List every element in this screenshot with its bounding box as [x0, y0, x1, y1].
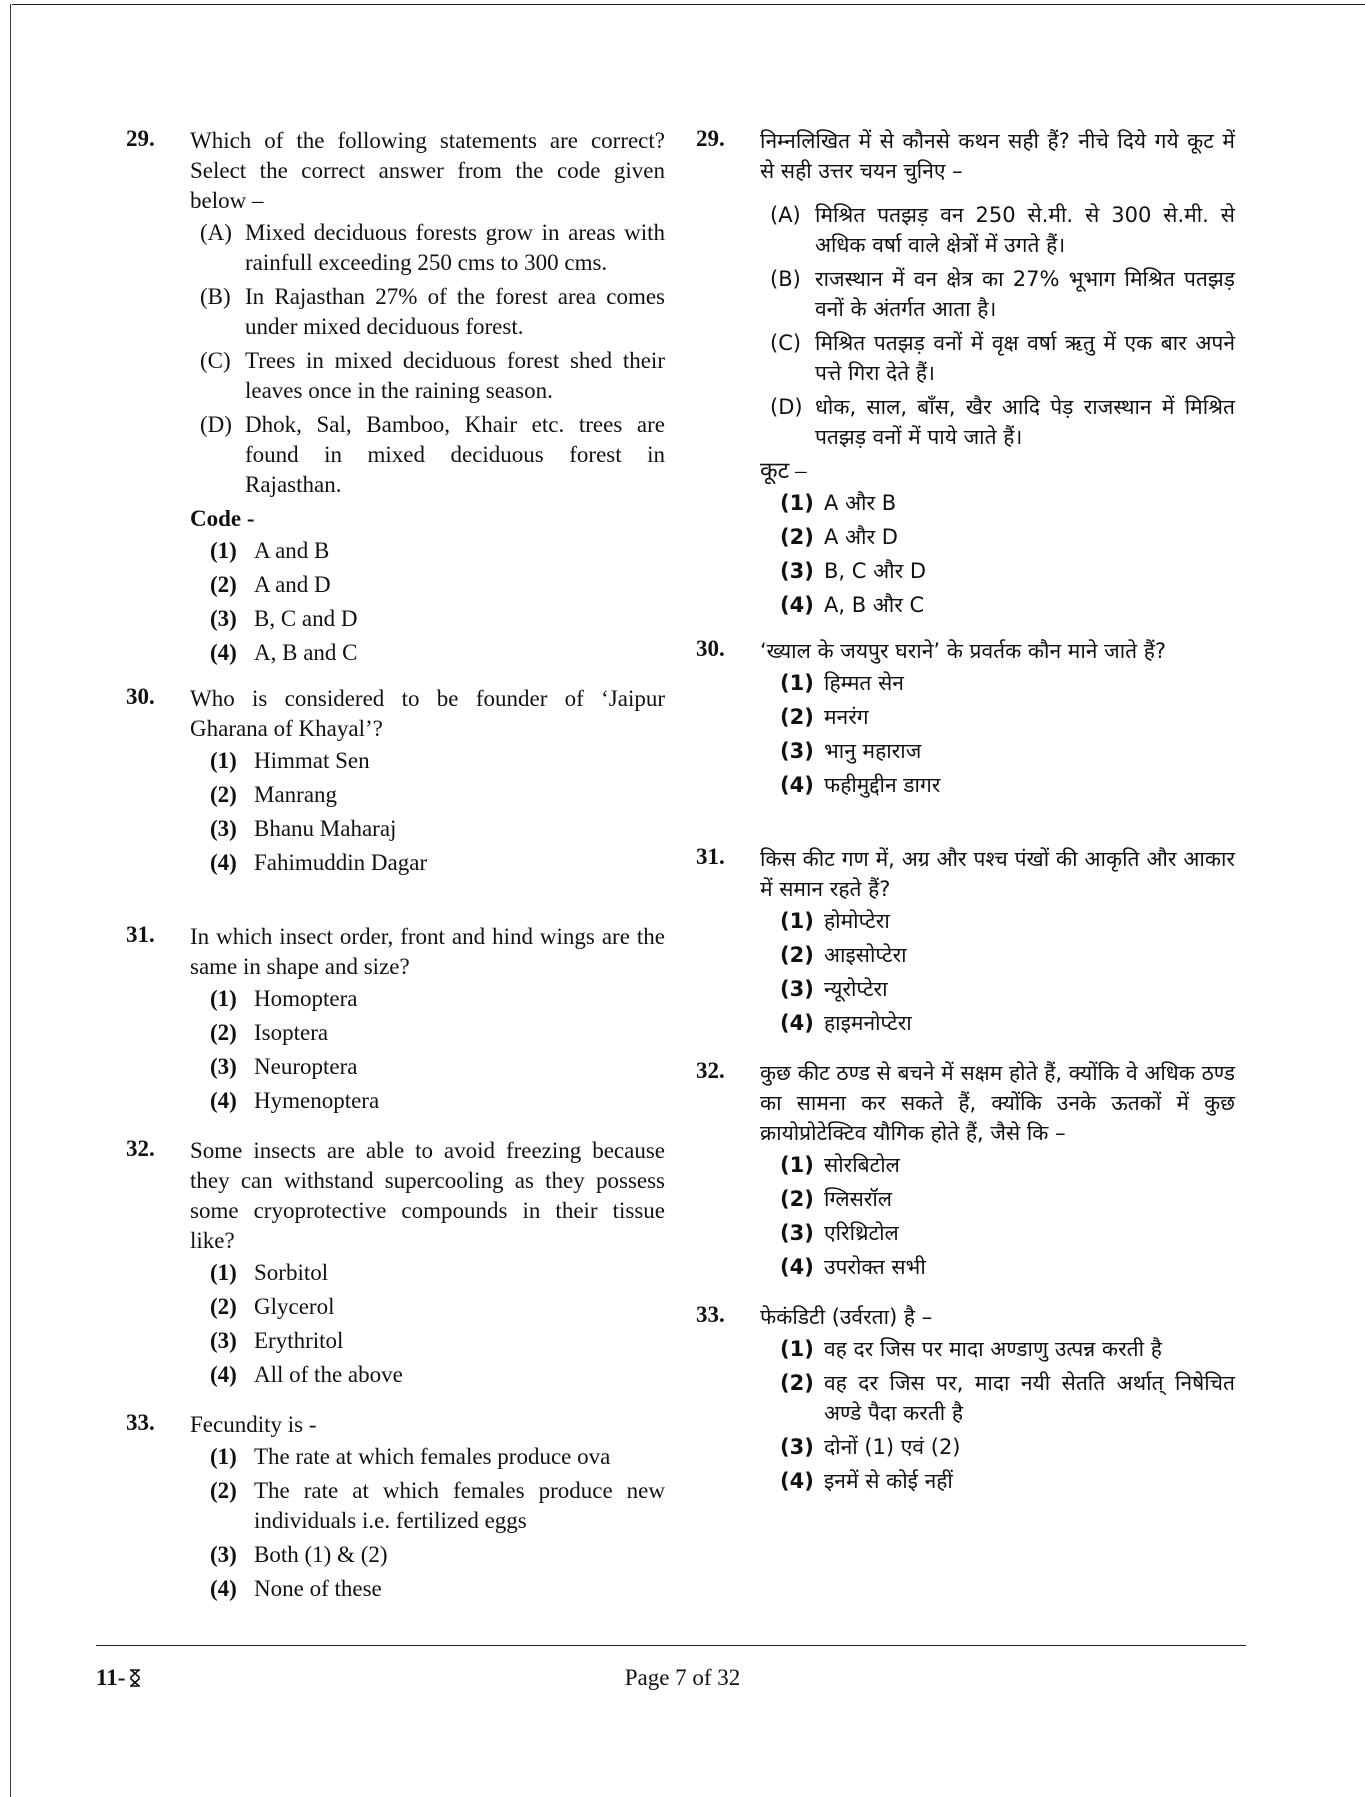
option-list — [190, 984, 665, 1116]
option-item — [760, 974, 1235, 1004]
question-text: Fecundity is - — [190, 1412, 317, 1437]
option-label: (4) — [780, 773, 814, 797]
option-item — [190, 1018, 665, 1048]
paper-code-text: 11- — [96, 1665, 126, 1690]
option-item — [760, 1368, 1235, 1428]
option-list — [760, 906, 1235, 1038]
option-list — [190, 1258, 665, 1390]
option-item — [190, 780, 665, 810]
statement-item — [190, 410, 665, 500]
statement-label: (B) — [200, 284, 231, 309]
option-label: (3) — [210, 1542, 237, 1567]
question-text: Which of the following statements are correct? Select the correct answer from the code given below – — [190, 128, 665, 213]
option-item — [190, 1292, 665, 1322]
hindi-column — [690, 126, 1235, 1500]
option-item — [760, 556, 1235, 586]
option-label: (4) — [780, 1469, 814, 1493]
option-label: (3) — [780, 977, 814, 1001]
option-text: All of the above — [254, 1362, 403, 1387]
question-text: ‘ख्याल के जयपुर घराने’ के प्रवर्तक कौन माने जाते हैं? — [760, 639, 1167, 663]
option-label: (2) — [780, 525, 814, 549]
question-block — [690, 1058, 1235, 1282]
question-block — [120, 684, 665, 878]
option-label: (4) — [780, 593, 814, 617]
option-label: (3) — [210, 816, 237, 841]
option-text: A और D — [824, 525, 898, 549]
statement-list — [190, 218, 665, 500]
option-text: उपरोक्त सभी — [824, 1255, 926, 1279]
question-block — [120, 922, 665, 1116]
option-text: The rate at which females produce new individuals i.e. fertilized eggs — [254, 1478, 665, 1533]
option-item — [760, 1432, 1235, 1462]
option-label: (3) — [780, 739, 814, 763]
option-list — [760, 1334, 1235, 1496]
statement-text: In Rajasthan 27% of the forest area comes under mixed deciduous forest. — [245, 284, 665, 339]
option-label: (4) — [780, 1011, 814, 1035]
option-label: (1) — [780, 1337, 814, 1361]
option-item — [190, 604, 665, 634]
question-number: 30. — [696, 636, 725, 661]
option-text: A, B और C — [824, 593, 925, 617]
option-text: Glycerol — [254, 1294, 335, 1319]
option-text: The rate at which females produce ova — [254, 1444, 611, 1469]
statement-label: (D) — [770, 395, 803, 419]
statement-text: Dhok, Sal, Bamboo, Khair etc. trees are found in mixed deciduous forest in Rajasthan. — [245, 412, 665, 497]
statement-item — [760, 328, 1235, 388]
option-label: (3) — [780, 1221, 814, 1245]
option-item — [190, 1052, 665, 1082]
option-text: हिम्मत सेन — [824, 671, 904, 695]
option-item — [760, 906, 1235, 936]
option-item — [760, 522, 1235, 552]
option-label: (4) — [210, 1362, 237, 1387]
option-text: दोनों (1) एवं (2) — [824, 1435, 961, 1459]
page-number: Page 7 of 32 — [624, 1665, 741, 1690]
question-block — [120, 1410, 665, 1604]
option-text: आइसोप्टेरा — [824, 943, 907, 967]
option-label: (2) — [210, 1294, 237, 1319]
option-item — [760, 736, 1235, 766]
option-text: ग्लिसरॉल — [824, 1187, 893, 1211]
option-list — [760, 488, 1235, 620]
code-title: Code - — [190, 506, 255, 531]
statement-item — [760, 264, 1235, 324]
option-text: Bhanu Maharaj — [254, 816, 397, 841]
option-label: (3) — [780, 1435, 814, 1459]
option-item — [190, 1574, 665, 1604]
option-label: (1) — [780, 909, 814, 933]
option-text: Manrang — [254, 782, 338, 807]
option-item — [760, 668, 1235, 698]
option-label: (3) — [780, 559, 814, 583]
question-number: 29. — [126, 126, 155, 151]
option-item — [760, 1184, 1235, 1214]
option-label: (4) — [210, 640, 237, 665]
statement-text: मिश्रित पतझड़ वन 250 से.मी. से 300 से.मी. से अधिक वर्षा वाले क्षेत्रों में उगते हैं। — [815, 203, 1235, 257]
question-block — [120, 126, 665, 668]
option-item — [190, 848, 665, 878]
option-text: Erythritol — [254, 1328, 344, 1353]
statement-text: राजस्थान में वन क्षेत्र का 27% भूभाग मिश्रित पतझड़ वनों के अंतर्गत आता है। — [815, 267, 1235, 321]
option-label: (3) — [210, 1054, 237, 1079]
option-item — [190, 1258, 665, 1288]
option-text: None of these — [254, 1576, 382, 1601]
option-item — [760, 940, 1235, 970]
option-item — [190, 1442, 665, 1472]
question-text: कुछ कीट ठण्ड से बचने में सक्षम होते हैं, क्योंकि वे अधिक ठण्ड का सामना कर सकते हैं, क्योंकि उनके ऊतकों में कुछ क्रायोप्रोटेक्टिव यौगिक होते हैं, जैसे कि – — [760, 1061, 1235, 1145]
question-text: Some insects are able to avoid freezing because they can withstand supercooling as they possess some cryoprotective compounds in their tissue like? — [190, 1138, 665, 1253]
option-text: सोरबिटोल — [824, 1153, 900, 1177]
option-label: (4) — [210, 1088, 237, 1113]
option-text: होमोप्टेरा — [824, 909, 890, 933]
statement-label: (A) — [770, 203, 801, 227]
statement-label: (C) — [770, 331, 802, 355]
option-text: B, C and D — [254, 606, 358, 631]
option-text: A और B — [824, 491, 897, 515]
question-block — [690, 126, 1235, 620]
option-text: वह दर जिस पर मादा अण्डाणु उत्पन्न करती है — [824, 1337, 1162, 1361]
option-item — [760, 1466, 1235, 1496]
option-label: (1) — [210, 538, 237, 563]
question-block — [690, 636, 1235, 800]
question-number: 33. — [696, 1302, 725, 1327]
question-number: 31. — [696, 844, 725, 869]
statement-item — [760, 200, 1235, 260]
option-text: मनरंग — [824, 705, 869, 729]
footer-divider — [96, 1645, 1246, 1646]
option-list — [760, 668, 1235, 800]
statement-text: धोक, साल, बाँस, खैर आदि पेड़ राजस्थान में मिश्रित पतझड़ वनों में पाये जाते हैं। — [815, 395, 1235, 449]
option-text: B, C और D — [824, 559, 927, 583]
option-item — [190, 746, 665, 776]
option-label: (4) — [780, 1255, 814, 1279]
english-column — [120, 126, 665, 1608]
statement-label: (C) — [200, 348, 231, 373]
option-label: (4) — [210, 1576, 237, 1601]
question-text: Who is considered to be founder of ‘Jaipur Gharana of Khayal’? — [190, 686, 665, 741]
option-item — [190, 638, 665, 668]
statement-list — [760, 200, 1235, 452]
option-item — [760, 1252, 1235, 1282]
option-label: (1) — [780, 1153, 814, 1177]
option-text: Neuroptera — [254, 1054, 358, 1079]
statement-text: Mixed deciduous forests grow in areas with rainfull exceeding 250 cms to 300 cms. — [245, 220, 665, 275]
question-number: 29. — [696, 126, 725, 151]
option-text: Both (1) & (2) — [254, 1542, 388, 1567]
statement-label: (D) — [200, 412, 232, 437]
option-list — [760, 1150, 1235, 1282]
option-list — [190, 536, 665, 668]
option-text: A and B — [254, 538, 330, 563]
statement-text: Trees in mixed deciduous forest shed their leaves once in the raining season. — [245, 348, 665, 403]
question-number: 32. — [126, 1136, 155, 1161]
option-text: न्यूरोप्टेरा — [824, 977, 888, 1001]
statement-item — [190, 346, 665, 406]
page-left-border — [10, 4, 11, 1797]
option-item — [760, 590, 1235, 620]
option-list — [190, 746, 665, 878]
option-list — [190, 1442, 665, 1604]
option-item — [190, 570, 665, 600]
option-item — [760, 770, 1235, 800]
option-item — [760, 1218, 1235, 1248]
option-item — [760, 1008, 1235, 1038]
option-item — [190, 536, 665, 566]
question-block — [690, 1302, 1235, 1496]
option-text: फहीमुद्दीन डागर — [824, 773, 941, 797]
option-item — [190, 814, 665, 844]
option-label: (1) — [210, 748, 237, 773]
option-item — [190, 1476, 665, 1536]
question-number: 33. — [126, 1410, 155, 1435]
question-block — [120, 1136, 665, 1390]
question-block — [690, 844, 1235, 1038]
option-label: (2) — [210, 782, 237, 807]
statement-label: (A) — [200, 220, 232, 245]
page-top-border — [12, 4, 1365, 5]
question-text: In which insect order, front and hind wings are the same in shape and size? — [190, 924, 665, 979]
question-number: 31. — [126, 922, 155, 947]
statement-item — [190, 218, 665, 278]
statement-item — [760, 392, 1235, 452]
code-title: कूट – — [760, 458, 807, 483]
statement-label: (B) — [770, 267, 801, 291]
option-label: (3) — [210, 1328, 237, 1353]
option-label: (2) — [780, 1187, 814, 1211]
option-label: (2) — [210, 572, 237, 597]
option-text: Fahimuddin Dagar — [254, 850, 428, 875]
option-label: (1) — [780, 671, 814, 695]
option-text: वह दर जिस पर, मादा नयी सेतति अर्थात् निषेचित अण्डे पैदा करती है — [824, 1371, 1235, 1425]
option-label: (1) — [210, 986, 237, 1011]
option-text: इनमें से कोई नहीं — [824, 1469, 953, 1493]
option-text: एरिथ्रिटोल — [824, 1221, 899, 1245]
option-text: Hymenoptera — [254, 1088, 380, 1113]
option-text: A, B and C — [254, 640, 358, 665]
option-item — [760, 488, 1235, 518]
option-label: (1) — [210, 1260, 237, 1285]
option-text: A and D — [254, 572, 331, 597]
option-item — [760, 1150, 1235, 1180]
option-item — [190, 1360, 665, 1390]
option-item — [190, 1540, 665, 1570]
option-text: हाइमनोप्टेरा — [824, 1011, 912, 1035]
option-label: (1) — [210, 1444, 237, 1469]
statement-text: मिश्रित पतझड़ वनों में वृक्ष वर्षा ऋतु में एक बार अपने पत्ते गिरा देते हैं। — [815, 331, 1235, 385]
option-item — [760, 702, 1235, 732]
option-label: (2) — [780, 1371, 814, 1395]
option-label: (2) — [780, 943, 814, 967]
option-item — [190, 984, 665, 1014]
option-item — [760, 1334, 1235, 1364]
statement-item — [190, 282, 665, 342]
option-text: Himmat Sen — [254, 748, 370, 773]
question-text: फेकंडिटी (उर्वरता) है – — [760, 1305, 933, 1329]
option-label: (2) — [780, 705, 814, 729]
question-number: 32. — [696, 1058, 725, 1083]
option-text: Homoptera — [254, 986, 358, 1011]
question-text: किस कीट गण में, अग्र और पश्च पंखों की आकृति और आकार में समान रहते हैं? — [760, 847, 1235, 901]
question-number: 30. — [126, 684, 155, 709]
option-label: (4) — [210, 850, 237, 875]
option-label: (2) — [210, 1020, 237, 1045]
option-label: (2) — [210, 1478, 237, 1503]
option-text: भानु महाराज — [824, 739, 922, 763]
option-text: Isoptera — [254, 1020, 329, 1045]
option-item — [190, 1086, 665, 1116]
option-item — [190, 1326, 665, 1356]
option-label: (3) — [210, 606, 237, 631]
option-text: Sorbitol — [254, 1260, 329, 1285]
question-text: निम्नलिखित में से कौनसे कथन सही हैं? नीचे दिये गये कूट में से सही उत्तर चयन चुनिए – — [760, 129, 1235, 183]
option-label: (1) — [780, 491, 814, 515]
